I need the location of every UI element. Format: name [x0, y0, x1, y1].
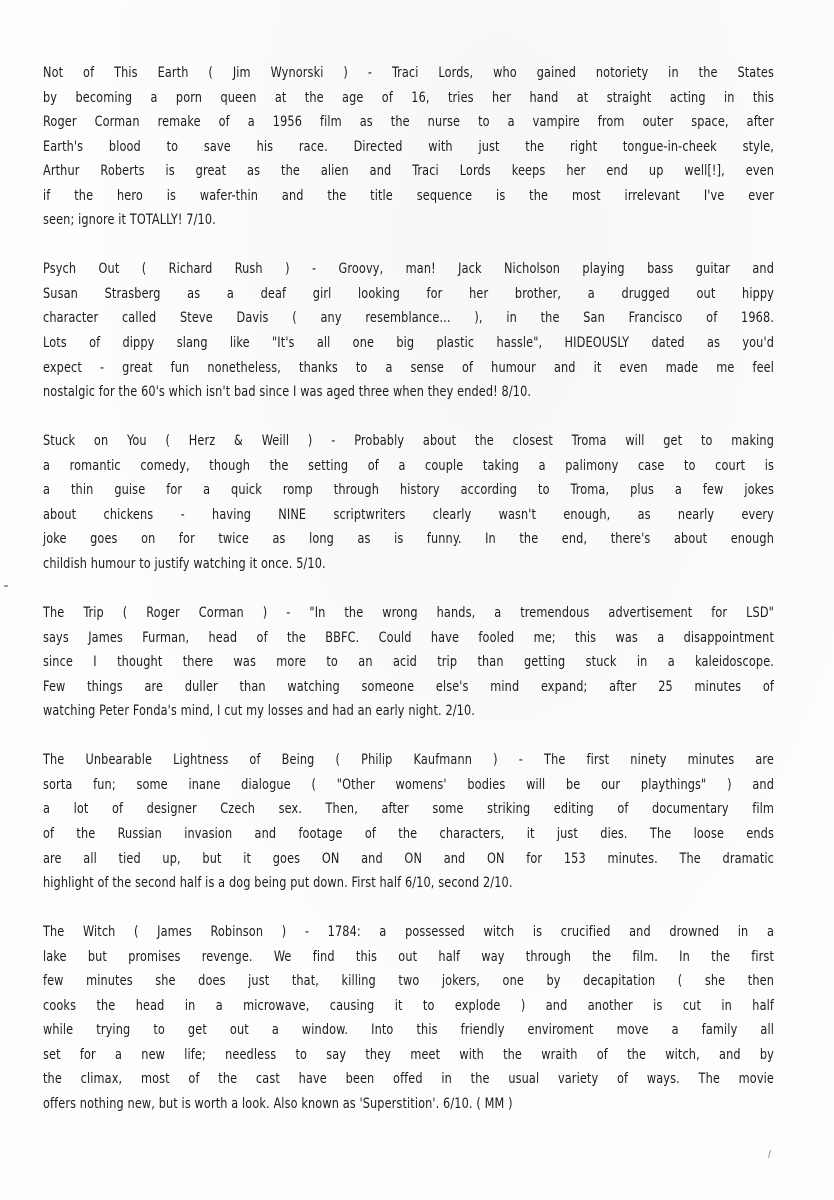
review-paragraph [43, 257, 774, 404]
review-line: The Trip ( Roger Corman ) - "In the wrong hands, a tremendous advertisement for LSD" [43, 604, 774, 622]
review-line: a romantic comedy, though the setting of a couple taking a palimony case to court is [43, 456, 774, 474]
review-line: childish humour to justify watching it once. 5/10. [43, 554, 326, 572]
review-line: Lots of dippy slang like "It's all one big plastic hassle", HIDEOUSLY dated as you'd [43, 334, 774, 352]
review-line: are all tied up, but it goes ON and ON and ON for 153 minutes. The dramatic [43, 849, 774, 867]
review-line: a thin guise for a quick romp through history according to Troma, plus a few jokes [43, 481, 774, 499]
review-line: since I thought there was more to an acid trip than getting stuck in a kaleidoscope. [43, 653, 774, 671]
review-line: if the hero is wafer-thin and the title sequence is the most irrelevant I've ever [43, 186, 774, 204]
review-line: character called Steve Davis ( any resemblance... ), in the San Francisco of 1968. [43, 309, 774, 327]
review-line: expect - great fun nonetheless, thanks to a sense of humour and it even made me feel [43, 358, 774, 376]
review-line: joke goes on for twice as long as is funny. In the end, there's about enough [43, 530, 774, 548]
review-line: The Unbearable Lightness of Being ( Philip Kaufmann ) - The first ninety minutes are [43, 751, 774, 769]
review-paragraph [43, 601, 774, 724]
review-line: watching Peter Fonda's mind, I cut my losses and had an early night. 2/10. [43, 702, 476, 720]
review-line: cooks the head in a microwave, causing it to explode ) and another is cut in half [43, 996, 774, 1014]
scan-speck [4, 585, 8, 587]
review-line: offers nothing new, but is worth a look. Also known as 'Superstition'. 6/10. ( MM ) [43, 1094, 513, 1112]
review-line: sorta fun; some inane dialogue ( "Other womens' bodies will be our playthings" ) and [43, 775, 774, 793]
review-paragraph [43, 429, 774, 576]
review-line: a lot of designer Czech sex. Then, after some striking editing of documentary film [43, 800, 774, 818]
review-line: Arthur Roberts is great as the alien and Traci Lords keeps her end up well[!], even [43, 162, 774, 180]
review-line: Few things are duller than watching someone else's mind expand; after 25 minutes of [43, 677, 774, 695]
review-line: Psych Out ( Richard Rush ) - Groovy, man! Jack Nicholson playing bass guitar and [43, 260, 774, 278]
review-line: says James Furman, head of the BBFC. Could have fooled me; this was a disappointment [43, 628, 774, 646]
review-line: seen; ignore it TOTALLY! 7/10. [43, 211, 216, 229]
review-line: set for a new life; needless to say they meet with the wraith of the witch, and by [43, 1045, 774, 1063]
review-line: the climax, most of the cast have been offed in the usual variety of ways. The movie [43, 1070, 774, 1088]
review-line: Stuck on You ( Herz & Weill ) - Probably about the closest Troma will get to making [43, 432, 774, 450]
review-line: of the Russian invasion and footage of the characters, it just dies. The loose ends [43, 824, 774, 842]
review-line: lake but promises revenge. We find this out half way through the film. In the first [43, 947, 774, 965]
scan-speck [768, 1150, 771, 1158]
review-line: by becoming a porn queen at the age of 16, tries her hand at straight acting in this [43, 88, 774, 106]
review-line: Roger Corman remake of a 1956 film as the nurse to a vampire from outer space, after [43, 113, 774, 131]
review-line: about chickens - having NINE scriptwriters clearly wasn't enough, as nearly every [43, 505, 774, 523]
review-line: nostalgic for the 60's which isn't bad since I was aged three when they ended! 8/10. [43, 383, 532, 401]
review-line: while trying to get out a window. Into this friendly enviroment move a family all [43, 1021, 774, 1039]
review-paragraph [43, 748, 774, 895]
review-line: Not of This Earth ( Jim Wynorski ) - Traci Lords, who gained notoriety in the States [43, 64, 774, 81]
review-paragraph [43, 920, 774, 1116]
review-column [43, 61, 774, 1141]
review-line: highlight of the second half is a dog being put down. First half 6/10, second 2/10. [43, 874, 513, 892]
review-line: few minutes she does just that, killing two jokers, one by decapitation ( she then [43, 972, 774, 990]
review-line: The Witch ( James Robinson ) - 1784: a possessed witch is crucified and drowned in a [43, 923, 774, 941]
review-paragraph [43, 61, 774, 233]
review-line: Susan Strasberg as a deaf girl looking for her brother, a drugged out hippy [43, 284, 774, 302]
review-line: Earth's blood to save his race. Directed with just the right tongue-in-cheek style, [43, 137, 774, 155]
